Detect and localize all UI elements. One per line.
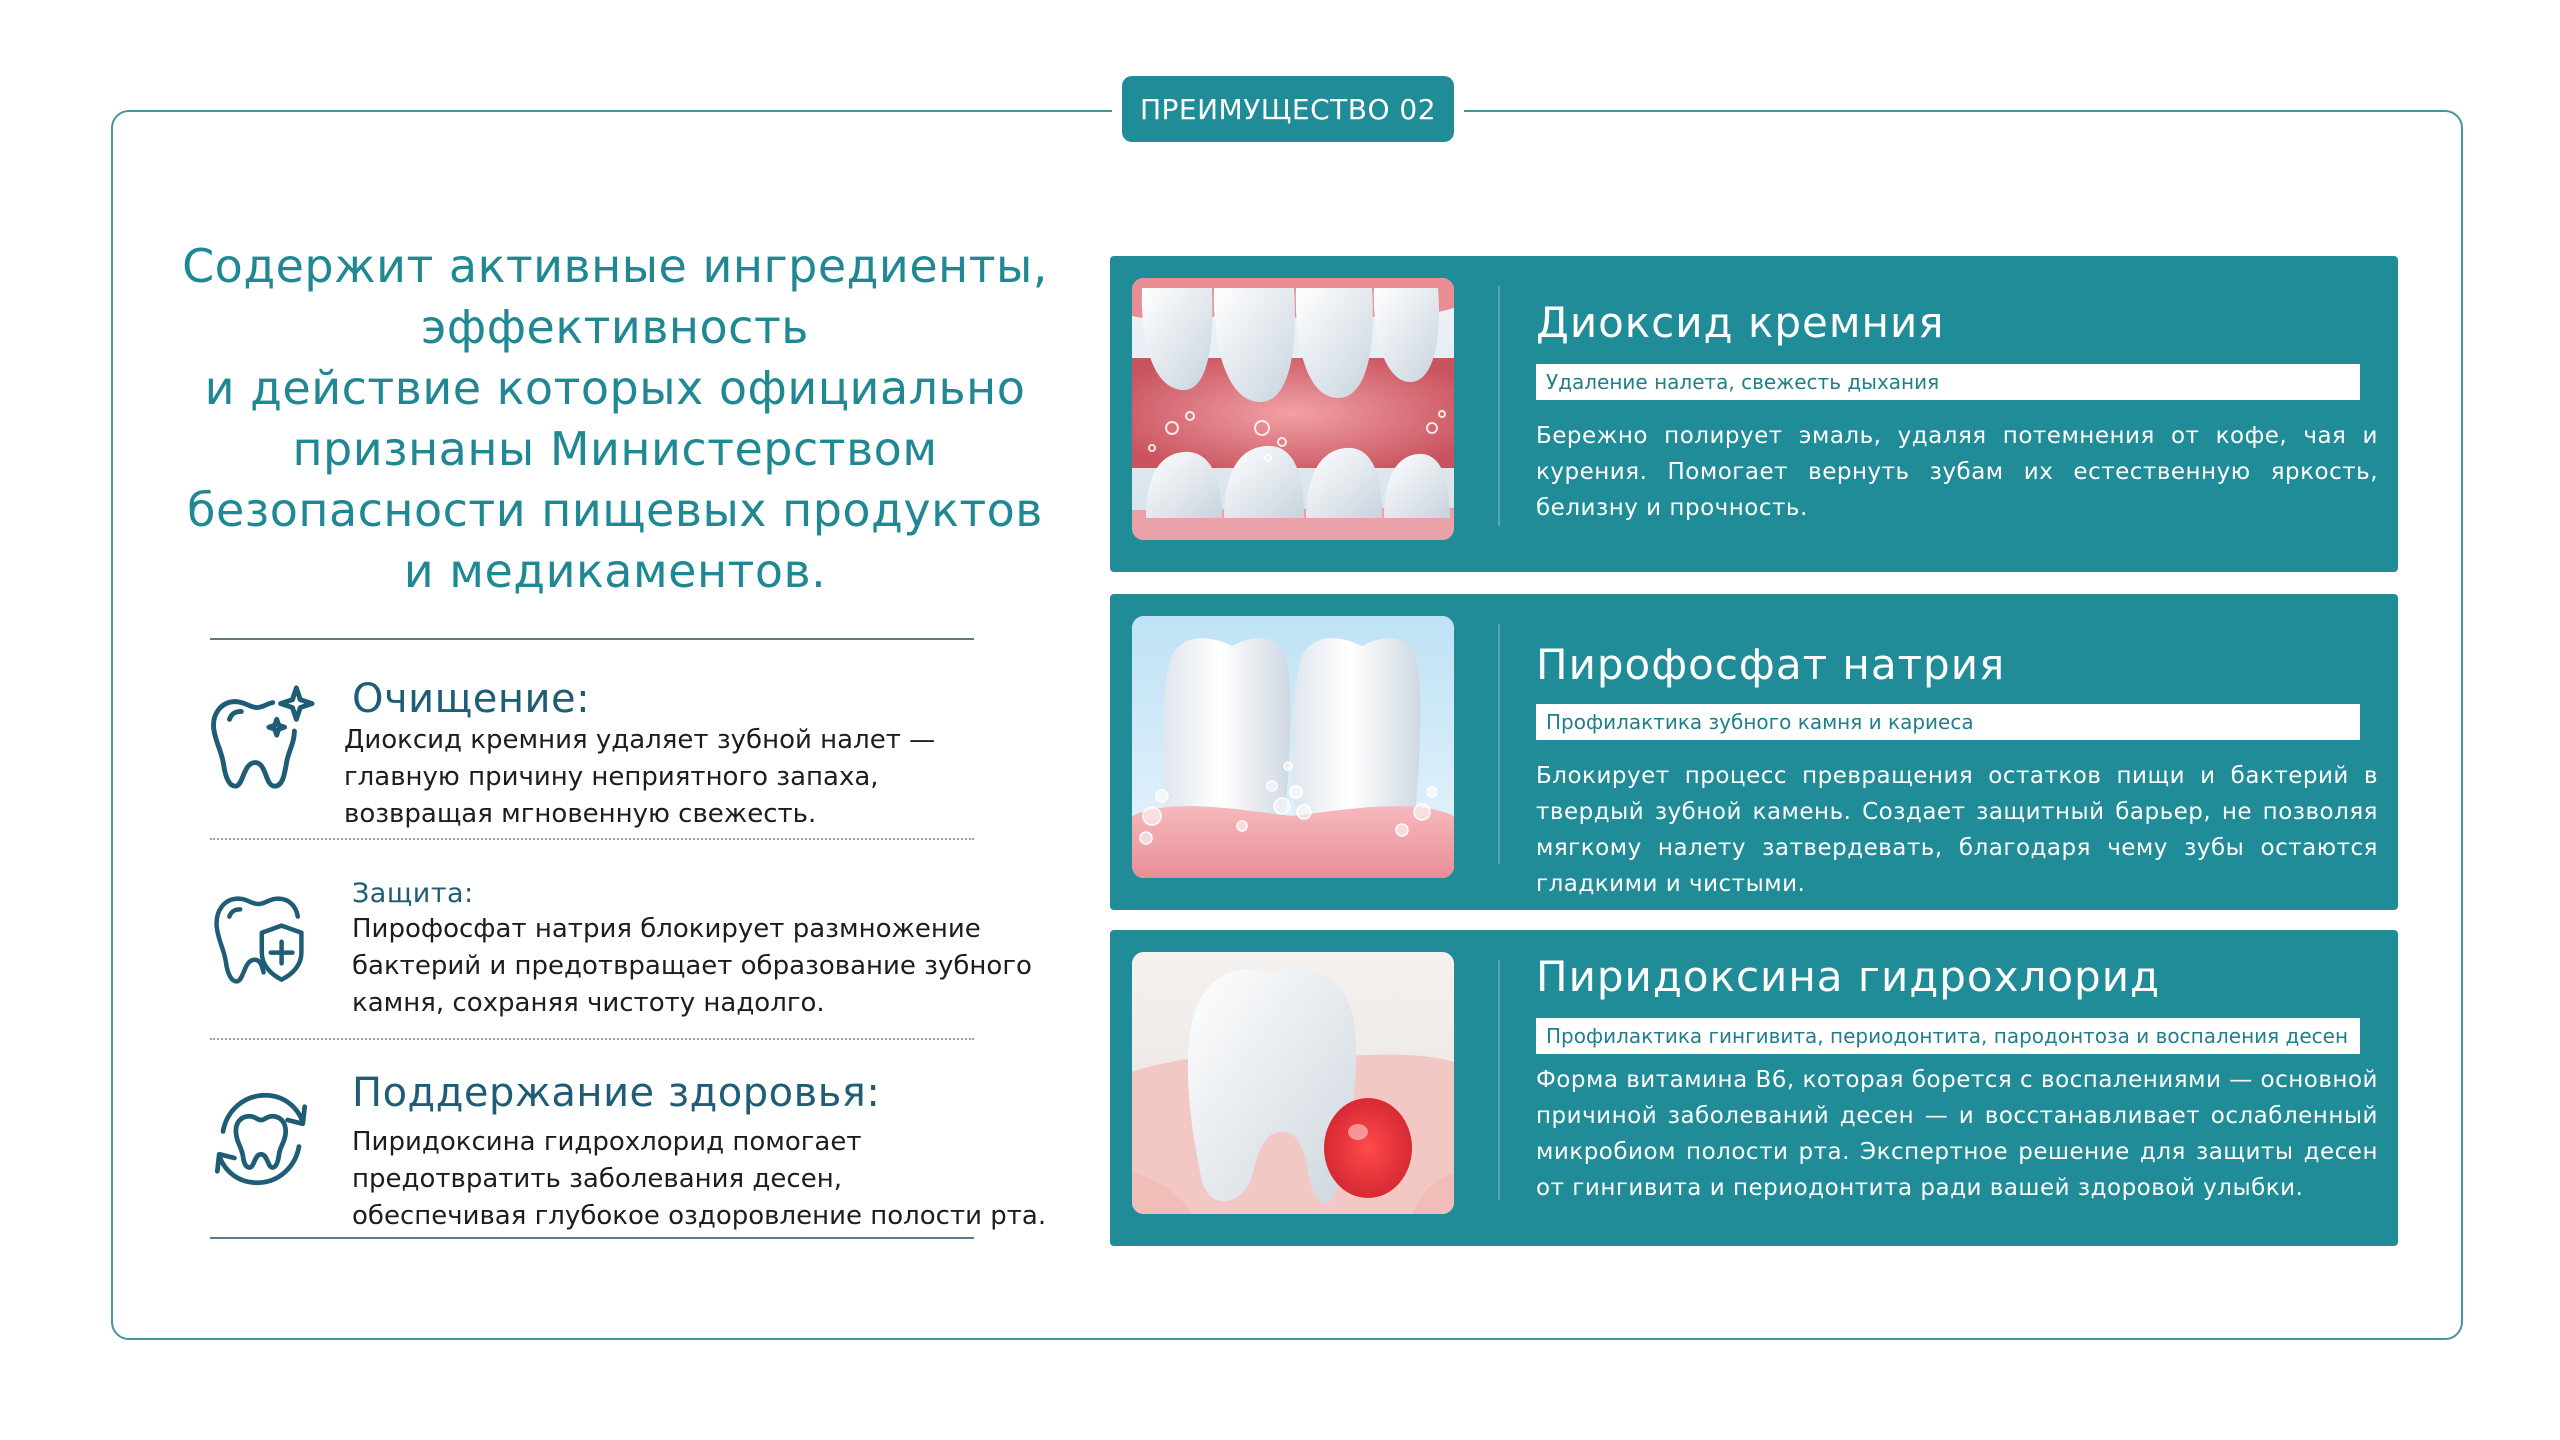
card-divider bbox=[1498, 960, 1500, 1200]
molars-gum-bubbles-photo bbox=[1132, 616, 1454, 878]
tooth-inflamed-gum-photo bbox=[1132, 952, 1454, 1214]
card-title: Пирофосфат натрия bbox=[1536, 640, 2006, 689]
card-tag: Профилактика гингивита, периодонтита, пародонтоза и воспаления десен bbox=[1536, 1018, 2360, 1054]
teeth-rows-bubbles-photo bbox=[1132, 278, 1454, 540]
tooth-cycle-icon bbox=[204, 1082, 318, 1196]
benefit-line: предотвратить заболевания десен, bbox=[352, 1164, 842, 1194]
benefit-text-protection bbox=[352, 911, 1032, 1022]
divider-dotted bbox=[210, 838, 974, 840]
divider-bottom bbox=[210, 1237, 974, 1239]
benefit-line: Диоксид кремния удаляет зубной налет — bbox=[344, 725, 936, 755]
headline-line: Содержит активные ингредиенты, bbox=[182, 239, 1048, 293]
section-badge: ПРЕИМУЩЕСТВО 02 bbox=[1122, 76, 1454, 142]
ingredient-card-pyridoxine bbox=[1110, 930, 2398, 1246]
benefit-line: Пирофосфат натрия блокирует размножение bbox=[352, 914, 981, 944]
benefit-line: главную причину неприятного запаха, bbox=[344, 762, 879, 792]
card-tag: Профилактика зубного камня и кариеса bbox=[1536, 704, 2360, 740]
headline bbox=[120, 236, 1110, 602]
card-divider bbox=[1498, 286, 1500, 526]
ingredient-card-silica bbox=[1110, 256, 2398, 572]
headline-line: признаны Министерством bbox=[292, 422, 938, 476]
divider-top bbox=[210, 638, 974, 640]
ingredient-card-pyrophosphate bbox=[1110, 594, 2398, 910]
benefit-line: бактерий и предотвращает образование зубного bbox=[352, 951, 1032, 981]
benefit-line: камня, сохраняя чистоту надолго. bbox=[352, 988, 825, 1018]
card-description: Блокирует процесс превращения остатков пищи и бактерий в твердый зубной камень. Создает защитный барьер, не позволяя мягкому налету затвердевать, благодаря чему зубы остаются гладкими и чистыми. bbox=[1536, 763, 2378, 897]
headline-line: и медикаментов. bbox=[403, 544, 827, 598]
benefit-line: возвращая мгновенную свежесть. bbox=[344, 799, 817, 829]
card-title: Пиридоксина гидрохлорид bbox=[1536, 952, 2161, 1001]
divider-dotted bbox=[210, 1038, 974, 1040]
card-description: Бережно полирует эмаль, удаляя потемнения от кофе, чая и курения. Помогает вернуть зубам их естественную яркость, белизну и прочность. bbox=[1536, 423, 2378, 521]
benefit-text-cleaning bbox=[344, 722, 935, 833]
card-description: Форма витамина B6, которая борется с воспалениями — основной причиной заболеваний десен — и восстанавливает ослабленный микробиом полости рта. Экспертное решение для защиты десен от гингивита и периодонтита ради вашей здоровой улыбки. bbox=[1536, 1067, 2378, 1201]
benefit-text-health bbox=[352, 1124, 1046, 1235]
card-divider bbox=[1498, 624, 1500, 864]
benefit-line: Пиридоксина гидрохлорид помогает bbox=[352, 1127, 862, 1157]
benefit-line: обеспечивая глубокое оздоровление полости рта. bbox=[352, 1201, 1047, 1231]
benefit-title-health: Поддержание здоровья: bbox=[352, 1070, 881, 1116]
headline-line: и действие которых официально bbox=[204, 361, 1026, 415]
headline-line: эффективность bbox=[421, 300, 809, 354]
card-tag: Удаление налета, свежесть дыхания bbox=[1536, 364, 2360, 400]
card-title: Диоксид кремния bbox=[1536, 298, 1945, 347]
tooth-shield-icon bbox=[206, 886, 314, 994]
headline-line: безопасности пищевых продуктов bbox=[187, 483, 1043, 537]
tooth-sparkle-icon bbox=[200, 680, 318, 798]
benefit-title-protection: Защита: bbox=[352, 878, 474, 909]
benefit-title-cleaning: Очищение: bbox=[352, 676, 591, 722]
